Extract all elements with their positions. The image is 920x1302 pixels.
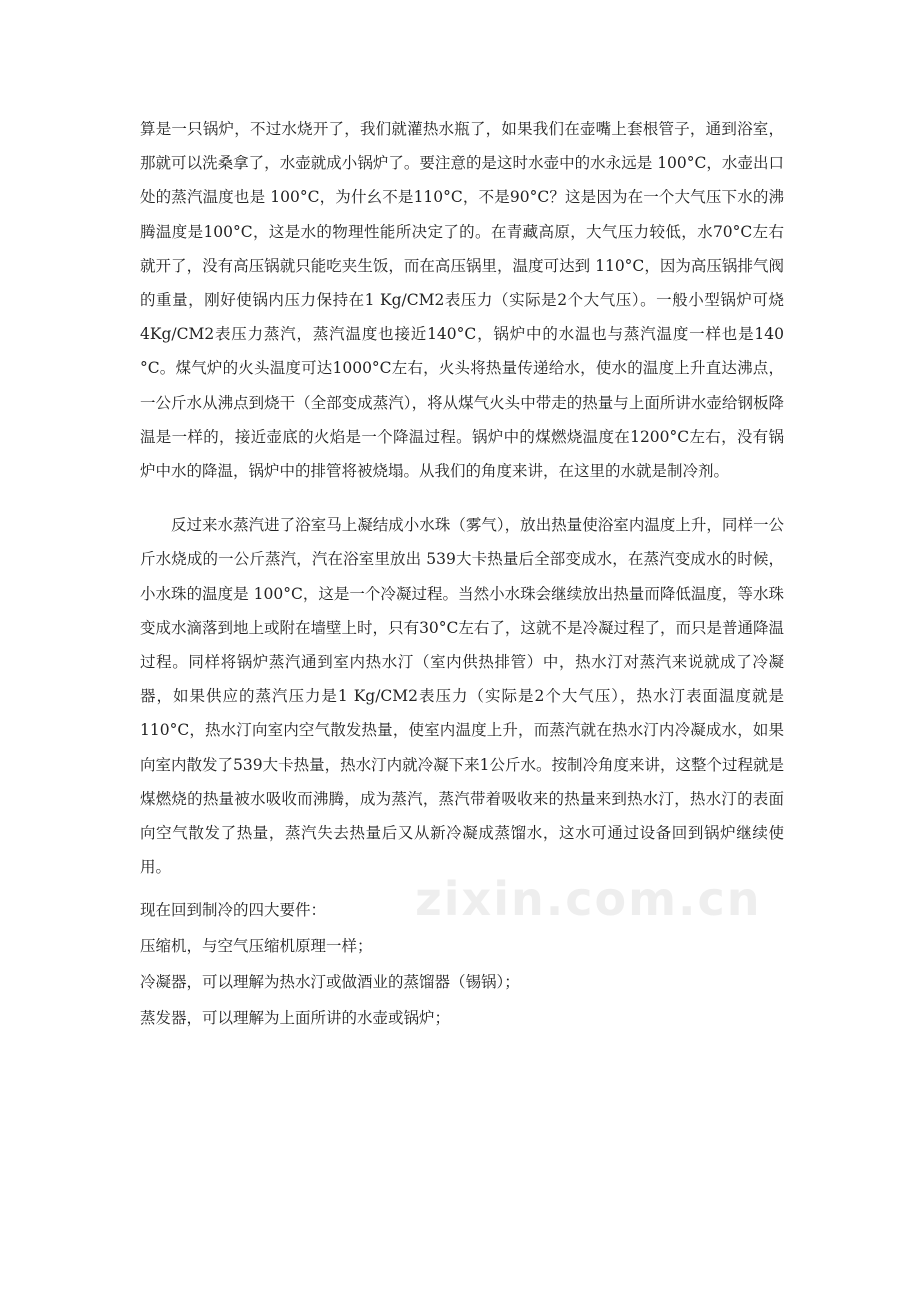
paragraph-boiler: 算是一只锅炉，不过水烧开了，我们就灌热水瓶了，如果我们在壶嘴上套根管子，通到浴室，那就可以洗桑拿了，水壶就成小锅炉了。要注意的是这时水壶中的水永远是 100°C，水壶出口处的蒸汽温度也是 100°C，为什幺不是110°C，不是90°C？这是因为在一个大气压下水的沸腾温度是100°C，这是水的物理性能所决定了的。在青藏高原，大气压力较低，水70°C左右就开了，没有高压锅就只能吃夹生饭，而在高压锅里，温度可达到 110°C，因为高压锅排气阀的重量，刚好使锅内压力保持在1 Kg/CM2表压力（实际是2个大气压）。一般小型锅炉可烧4Kg/CM2表压力蒸汽，蒸汽温度也接近140°C，锅炉中的水温也与蒸汽温度一样也是140 °C。煤气炉的火头温度可达1000°C左右，火头将热量传递给水，使水的温度上升直达沸点，一公斤水从沸点到烧干（全部变成蒸汽），将从煤气火头中带走的热量与上面所讲水壶给钢板降温是一样的，接近壶底的火焰是一个降温过程。锅炉中的煤燃烧温度在1200°C左右，没有锅炉中水的降温，锅炉中的排管将被烧塌。从我们的角度来讲，在这里的水就是制冷剂。 (140, 120, 784, 481)
line-compressor: 压缩机，与空气压缩机原理一样； (140, 937, 373, 956)
line-evaporator: 蒸发器，可以理解为上面所讲的水壶或锅炉； (140, 1009, 451, 1028)
line-four-elements-intro: 现在回到制冷的四大要件： (140, 901, 327, 920)
paragraph-condensation: 反过来水蒸汽进了浴室马上凝结成小水珠（雾气），放出热量使浴室内温度上升，同样一公斤水烧成的一公斤蒸汽，汽在浴室里放出 539大卡热量后全部变成水，在蒸汽变成水的时候，小水珠的温度是 100°C，这是一个冷凝过程。当然小水珠会继续放出热量而降低温度，等水珠变成水滴落到地上或附在墙壁上时，只有30°C左右了，这就不是冷凝过程了，而只是普通降温过程。同样将锅炉蒸汽通到室内热水汀（室内供热排管）中，热水汀对蒸汽来说就成了冷凝器，如果供应的蒸汽压力是1 Kg/CM2表压力（实际是2个大气压），热水汀表面温度就是110°C，热水汀向室内空气散发热量，使室内温度上升，而蒸汽就在热水汀内冷凝成水，如果向室内散发了539大卡热量，热水汀内就冷凝下来1公斤水。按制冷角度来讲，这整个过程就是煤燃烧的热量被水吸收而沸腾，成为蒸汽，蒸汽带着吸收来的热量来到热水汀，热水汀的表面向空气散发了热量，蒸汽失去热量后又从新冷凝成蒸馏水，这水可通过设备回到锅炉继续使用。 (140, 516, 784, 877)
line-condenser: 冷凝器，可以理解为热水汀或做酒业的蒸馏器（锡锅）； (140, 973, 520, 992)
watermark-logo: zixin.com.cn (415, 872, 762, 926)
